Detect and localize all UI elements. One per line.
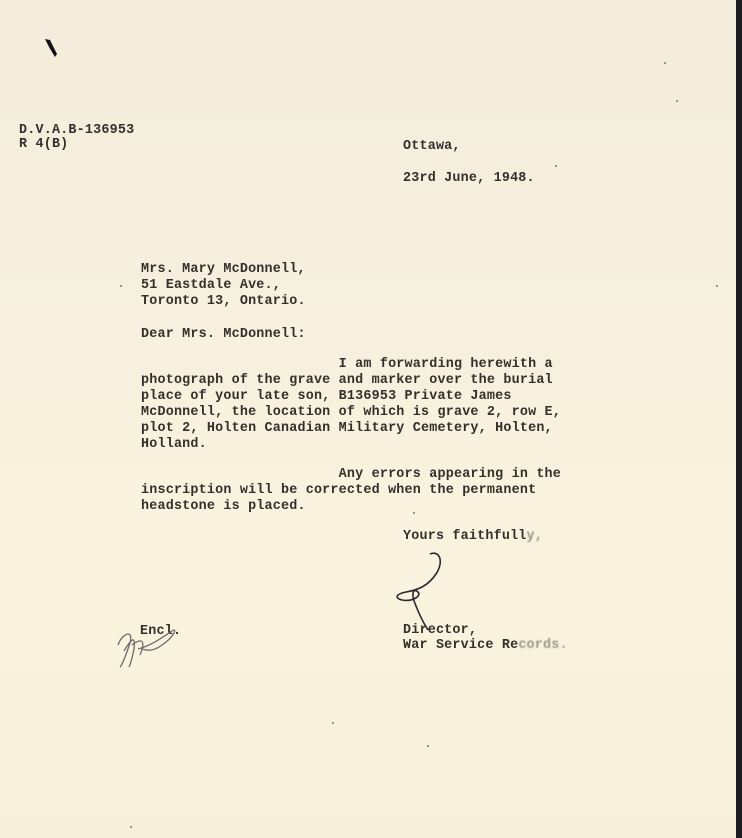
paper-speck xyxy=(130,826,132,828)
address-line-2: 51 Eastdale Ave., xyxy=(141,278,282,293)
address-line-1: Mrs. Mary McDonnell, xyxy=(141,262,306,277)
scan-edge xyxy=(736,0,742,838)
signatory-title: Director, xyxy=(403,623,478,638)
paper-speck xyxy=(676,100,678,102)
address-line-3: Toronto 13, Ontario. xyxy=(141,294,306,309)
paper-speck xyxy=(555,165,557,167)
body-p1-line: place of your late son, B136953 Private James xyxy=(141,389,512,404)
valediction: Yours faithfully, xyxy=(403,529,544,544)
body-p1-line: Holland. xyxy=(141,437,207,452)
paper-speck xyxy=(664,62,666,64)
initials-scribble xyxy=(112,615,184,670)
paper-speck xyxy=(120,285,122,287)
dateline-place: Ottawa, xyxy=(403,139,461,154)
paper-speck xyxy=(413,512,415,514)
body-p1-line: McDonnell, the location of which is grave 2, row E, xyxy=(141,405,562,420)
body-p1-line: I am forwarding herewith a xyxy=(141,357,553,372)
body-p2-line: Any errors appearing in the xyxy=(141,467,562,482)
punch-hole-icon xyxy=(44,38,58,58)
enclosure-note: Encl. xyxy=(140,624,182,639)
file-reference: D.V.A.B-136953 xyxy=(19,123,135,138)
sub-reference: R 4(B) xyxy=(19,137,69,152)
body-p2-line: inscription will be corrected when the permanent xyxy=(141,483,537,498)
paper-speck xyxy=(716,285,718,287)
body-p1-line: photograph of the grave and marker over the burial xyxy=(141,373,553,388)
paper-speck xyxy=(332,722,334,724)
salutation: Dear Mrs. McDonnell: xyxy=(141,327,306,342)
paper-speck xyxy=(427,745,429,747)
signatory-department: War Service Records. xyxy=(403,638,568,653)
body-p1-line: plot 2, Holten Canadian Military Cemetery, Holten, xyxy=(141,421,553,436)
dateline-date: 23rd June, 1948. xyxy=(403,171,535,186)
director-signature xyxy=(392,548,452,633)
body-p2-line: headstone is placed. xyxy=(141,499,306,514)
